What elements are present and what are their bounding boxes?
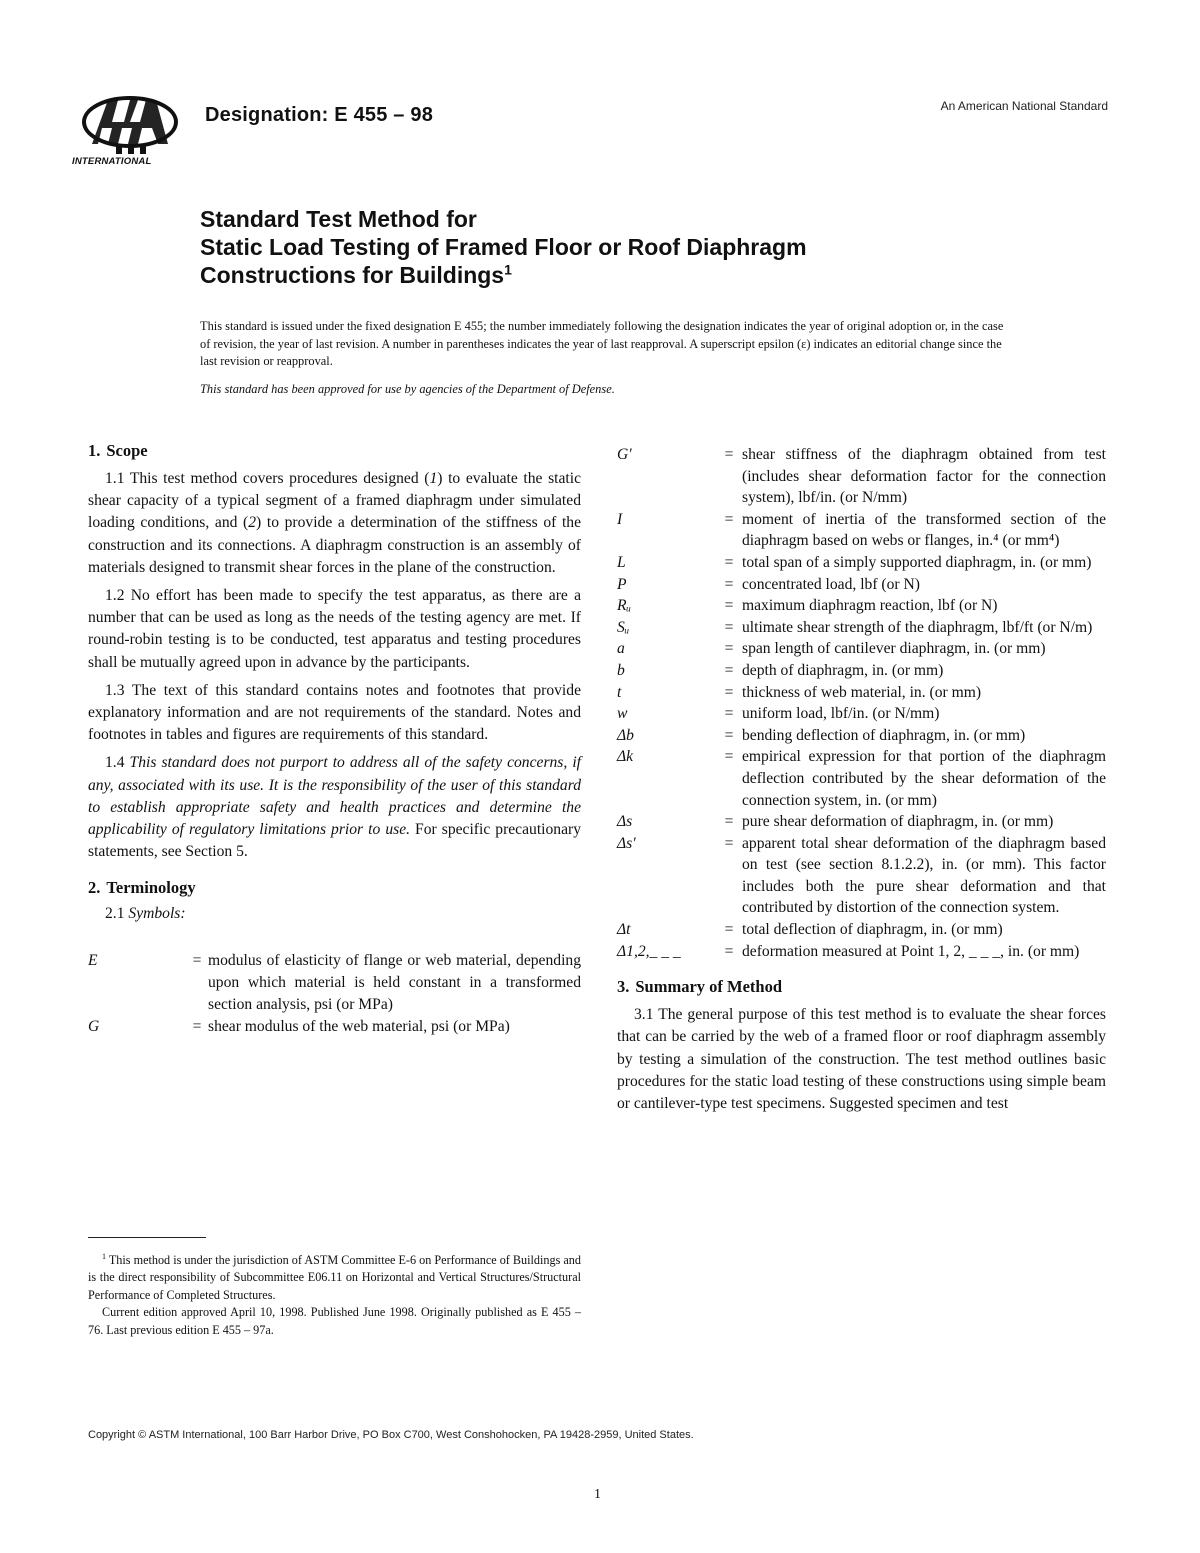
dod-approval-note: This standard has been approved for use by agencies of the Department of Defense.: [200, 382, 615, 396]
symbol: Sᵤ: [617, 618, 630, 636]
section-2-number: 2.: [88, 878, 101, 898]
equals: =: [724, 553, 734, 571]
designation: Designation: E 455 – 98: [205, 104, 434, 126]
symbol-row: [617, 941, 1106, 963]
symbol-row: [617, 638, 1106, 660]
section-3-heading: [617, 976, 1106, 998]
symbol: L: [617, 553, 626, 571]
symbol-row: [617, 574, 1106, 596]
section-1-number: 1.: [88, 441, 101, 460]
paragraph-1-4: [88, 752, 581, 863]
left-column: [88, 440, 581, 1038]
footnote-1-text: This method is under the jurisdiction of ASTM Committee E-6 on Performance of Buildings and is the direct responsibility of Subcommittee E06.11 on Horizontal and Vertical Structures/Structural Performance of Completed Structures.: [88, 1253, 581, 1302]
astm-logo: [72, 92, 190, 172]
symbol: E: [88, 951, 98, 969]
symbol-row: [617, 703, 1106, 725]
issuance-note: This standard is issued under the fixed designation E 455; the number immediately following the designation indicates the year of original adoption or, in the case of revision, the year of last revision. A number in parentheses indicates the year of last reapproval. A superscript epsilon (ε) indicates an editorial change since the last revision or reapproval.: [200, 319, 1004, 368]
symbol-definition: empirical expression for that portion of the diaphragm deflection contributed by the shear deformation of the connection system, in. (or mm): [742, 748, 1106, 809]
symbol-definition: moment of inertia of the transformed section of the diaphragm based on webs or flanges, in.⁴ (or mm⁴): [742, 510, 1106, 550]
symbol: I: [617, 510, 623, 528]
symbol-row: [617, 833, 1106, 919]
equals: =: [724, 661, 734, 679]
symbol: Rᵤ: [617, 597, 632, 615]
symbol-definition: thickness of web material, in. (or mm): [742, 683, 982, 701]
symbol: Δt: [617, 921, 631, 939]
symbol-definition: apparent total shear deformation of the diaphragm based on test (see section 8.1.2.2), in. (or mm). This factor includes both the pure shear deformation and that contributed by distortion of the connection system.: [742, 834, 1106, 917]
symbol-row: [88, 950, 581, 1017]
equals: =: [724, 813, 734, 831]
section-2-title: Terminology: [106, 878, 196, 898]
section-3-title: Summary of Method: [635, 977, 783, 997]
symbol-row: [617, 811, 1106, 833]
symbol-row: [617, 509, 1106, 552]
symbol-row: [617, 617, 1106, 639]
copyright-notice: Copyright © ASTM International, 100 Barr Harbor Drive, PO Box C700, West Conshohocken, PA 19428-2959, United States.: [88, 1429, 694, 1441]
symbol-definition: depth of diaphragm, in. (or mm): [742, 661, 944, 679]
p1-1-italic-2: 2: [248, 514, 257, 532]
equals: =: [724, 446, 734, 463]
symbol: t: [617, 683, 622, 701]
footnote-1: [88, 1248, 581, 1304]
symbol: G: [88, 1018, 100, 1036]
p1-4-number: 1.4: [105, 754, 130, 772]
equals: =: [724, 597, 734, 615]
p1-1-text-c: ) to provide a determination of the stiffness of the construction and its connections. A diaphragm construction is an assembly of materials designed to transmit shear forces in the plane of the construction.: [88, 514, 581, 576]
equals: =: [724, 834, 734, 852]
symbol-definition: deformation measured at Point 1, 2, _ _ _, in. (or mm): [742, 942, 1080, 960]
title-line-1: Standard Test Method for: [200, 206, 477, 232]
symbol-definition: shear modulus of the web material, psi (or MPa): [208, 1018, 510, 1036]
footnote: [88, 1248, 581, 1339]
p1-4-rest: For specific precautionary statements, see Section 5.: [88, 821, 581, 861]
symbol: P: [617, 575, 627, 593]
symbol-row: [617, 595, 1106, 617]
symbol: Δk: [617, 748, 634, 766]
paragraph-2-1: [88, 903, 581, 925]
equals: =: [724, 748, 734, 766]
p2-1-number: 2.1: [105, 905, 129, 923]
paragraph-3-1: 3.1 The general purpose of this test method is to evaluate the shear forces that can be carried by the web of a framed floor or roof diaphragm assembly by testing a simulation of the construction. The test method outlines basic procedures for the static load testing of these constructions using simple beam or cantilever-type test specimens. Suggested specimen and test: [617, 1006, 1106, 1113]
symbol: Δ1,2,_ _ _: [617, 942, 681, 960]
equals: =: [724, 921, 734, 939]
equals: =: [724, 575, 734, 593]
p1-1-italic-1: 1: [429, 470, 438, 487]
title-line-2: Static Load Testing of Framed Floor or Roof Diaphragm: [200, 234, 807, 260]
equals: =: [724, 942, 734, 960]
equals: =: [724, 640, 734, 658]
section-1-heading: [88, 440, 581, 462]
symbol-list-right: [617, 444, 1106, 962]
symbol-row: [617, 444, 1106, 509]
symbol-row: [617, 919, 1106, 941]
symbol-definition: concentrated load, lbf (or N): [742, 575, 920, 593]
symbol-definition: total span of a simply supported diaphragm, in. (or mm): [742, 553, 1092, 571]
symbol: w: [617, 705, 628, 723]
footnote-rule: [88, 1237, 206, 1238]
symbol-list-left: [88, 950, 581, 1039]
paragraph-1-1: [88, 468, 581, 579]
symbol-row: [617, 725, 1106, 747]
logo-subtitle: INTERNATIONAL: [72, 156, 152, 167]
equals: =: [724, 510, 734, 528]
title-line-3: [200, 261, 807, 289]
section-3-number: 3.: [617, 977, 630, 997]
symbol-definition: pure shear deformation of diaphragm, in. (or mm): [742, 813, 1054, 831]
symbol-row: [617, 660, 1106, 682]
national-standard-label: An American National Standard: [940, 99, 1108, 113]
equals: =: [724, 683, 734, 701]
equals: =: [192, 951, 202, 969]
equals: =: [724, 705, 734, 723]
section-2-heading: [88, 877, 581, 899]
symbol-definition: bending deflection of diaphragm, in. (or mm): [742, 726, 1026, 744]
page-number: 1: [594, 1487, 601, 1502]
symbol-row: [617, 682, 1106, 704]
p1-1-text-b: ) to evaluate the static shear capacity of a typical segment of a framed diaphragm under simulated loading conditions, and (: [88, 470, 581, 532]
paragraph-1-2: 1.2 No effort has been made to specify the test apparatus, as there are a number that can be used as long as the needs of the testing agency are met. If round-robin testing is to be conducted, test apparatus and testing procedures shall be mutually agreed upon in advance by the participants.: [88, 587, 581, 671]
footnote-2: Current edition approved April 10, 1998. Published June 1998. Originally published as E 455 – 76. Last previous edition E 455 – 97a.: [88, 1305, 581, 1337]
equals: =: [724, 618, 734, 636]
section-1-title: Scope: [106, 441, 148, 460]
symbol-definition: total deflection of diaphragm, in. (or mm): [742, 921, 1003, 939]
symbol-row: [617, 552, 1106, 574]
equals: =: [724, 726, 734, 744]
symbol-definition: modulus of elasticity of flange or web material, depending upon which material is held constant in a transformed section analysis, psi (or MPa): [208, 951, 581, 1014]
equals: =: [192, 1018, 202, 1036]
symbol: Δs′: [617, 834, 636, 852]
symbol-row: [617, 746, 1106, 811]
p2-1-label: Symbols:: [128, 905, 186, 923]
right-column: [617, 444, 1106, 1115]
symbol: a: [617, 640, 625, 658]
symbol-row: [88, 1016, 581, 1038]
symbol: G′: [617, 446, 632, 463]
footnote-mark: 1: [102, 1252, 106, 1261]
symbol: b: [617, 661, 625, 679]
p1-4-italic: This standard does not purport to address all of the safety concerns, if any, associated with its use. It is the responsibility of the user of this standard to establish appropriate safety and health practices and determine the applicability of regulatory limitations prior to use.: [88, 754, 581, 839]
p1-1-text-a: 1.1 This test method covers procedures designed (: [105, 470, 430, 487]
paragraph-1-3: 1.3 The text of this standard contains notes and footnotes that provide explanatory information and are not requirements of the standard. Notes and footnotes in tables and figures are requirements of this standard.: [88, 681, 581, 744]
symbol-definition: span length of cantilever diaphragm, in. (or mm): [742, 640, 1046, 658]
symbol: Δs: [617, 813, 633, 831]
title-footnote-mark: 1: [504, 261, 512, 278]
symbol-definition: ultimate shear strength of the diaphragm, lbf/ft (or N/m): [742, 618, 1093, 636]
symbol-definition: shear stiffness of the diaphragm obtained from test (includes shear deformation factor for the connection system), lbf/in. (or N/mm): [742, 446, 1106, 507]
page-title: [200, 205, 807, 289]
title-line-3-text: Constructions for Buildings: [200, 262, 505, 288]
symbol-definition: uniform load, lbf/in. (or N/mm): [742, 705, 940, 723]
symbol: Δb: [617, 726, 634, 744]
symbol-definition: maximum diaphragm reaction, lbf (or N): [742, 597, 998, 615]
